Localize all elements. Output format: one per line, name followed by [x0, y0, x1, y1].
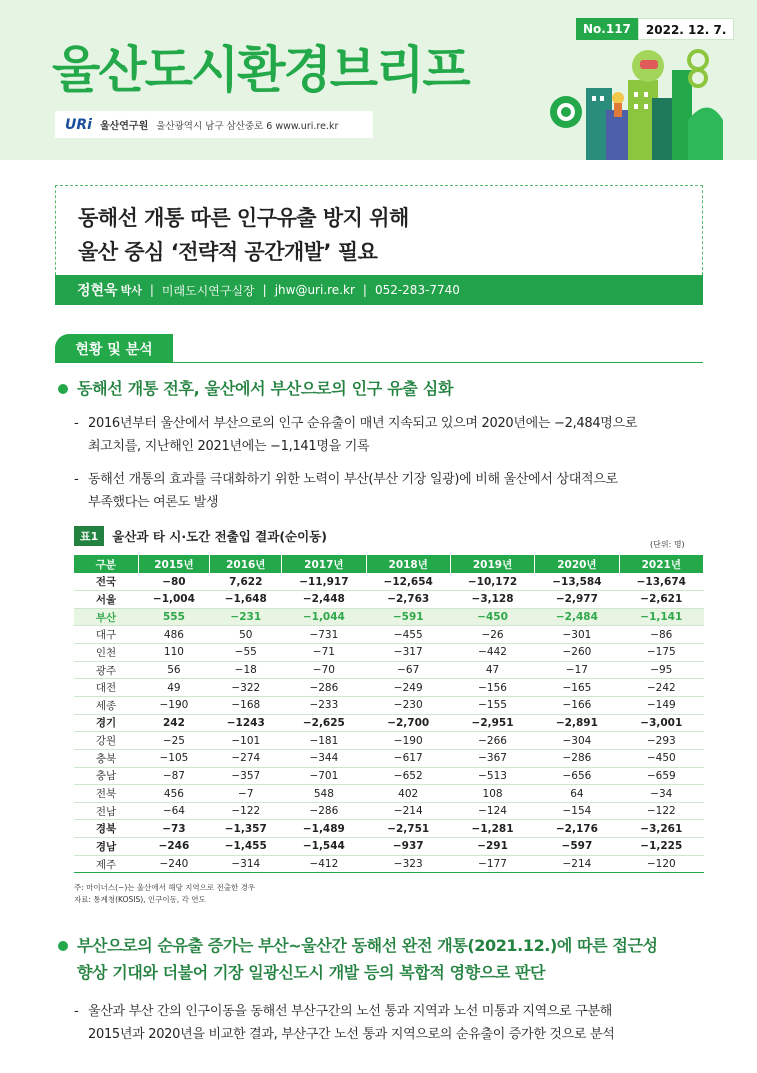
value-cell: −2,176 [535, 820, 619, 838]
value-cell: −1,225 [619, 838, 703, 856]
value-cell: −149 [619, 696, 703, 714]
value-cell: −412 [282, 855, 366, 873]
table-row [74, 573, 704, 591]
value-cell: −101 [210, 732, 282, 750]
value-cell: −154 [535, 802, 619, 820]
value-cell: −240 [138, 855, 210, 873]
value-cell: −3,261 [619, 820, 703, 838]
value-cell: −34 [619, 785, 703, 803]
author-title: 박사 [120, 284, 142, 297]
article-title-box [55, 185, 703, 275]
value-cell: −2,700 [366, 714, 450, 732]
table-title: 울산과 타 시·도간 전출입 결과(순이동) [112, 529, 327, 544]
table-note: 주: 마이너스(−)는 울산에서 해당 지역으로 전출한 경우 [74, 883, 256, 892]
value-cell: −317 [366, 644, 450, 662]
table-row [74, 591, 704, 609]
value-cell: −2,625 [282, 714, 366, 732]
value-cell: 456 [138, 785, 210, 803]
value-cell: −80 [138, 573, 210, 591]
region-cell: 세종 [74, 696, 138, 714]
value-cell: −64 [138, 802, 210, 820]
table-tag: 표1 [74, 526, 104, 546]
bullet-dot-icon [58, 384, 68, 394]
publication-title: 울산도시환경브리프 [52, 41, 469, 99]
value-cell: −304 [535, 732, 619, 750]
value-cell: −274 [210, 749, 282, 767]
author-bar: 정현욱 박사 | 미래도시연구실장 | jhw@uri.re.kr | 052-283-7740 [55, 275, 703, 305]
value-cell: −597 [535, 838, 619, 856]
table-row [74, 644, 704, 662]
section-label: 현황 및 분석 [55, 334, 173, 363]
value-cell: −231 [210, 608, 282, 626]
value-cell: −357 [210, 767, 282, 785]
org-info-bar [55, 111, 373, 138]
value-cell: −230 [366, 696, 450, 714]
region-cell: 강원 [74, 732, 138, 750]
value-cell: −2,891 [535, 714, 619, 732]
value-cell: −168 [210, 696, 282, 714]
issue-number: No.117 [576, 18, 638, 40]
table-caption [74, 526, 327, 546]
table-unit: (단위: 명) [650, 540, 685, 549]
table-row [74, 802, 704, 820]
region-cell: 충남 [74, 767, 138, 785]
uri-logo: URi [65, 116, 92, 133]
value-cell: −322 [210, 679, 282, 697]
value-cell: −95 [619, 661, 703, 679]
migration-table [74, 555, 704, 873]
value-cell: −323 [366, 855, 450, 873]
value-cell: −18 [210, 661, 282, 679]
value-cell: −301 [535, 626, 619, 644]
value-cell: −286 [535, 749, 619, 767]
city-environment-illustration-icon [548, 40, 728, 160]
value-cell: −1,455 [210, 838, 282, 856]
bullet-heading-2-line1: 부산으로의 순유출 증가는 부산~울산간 동해선 완전 개통(2021.12.)에 따른 접근성 [77, 936, 658, 955]
value-cell: −1,281 [450, 820, 534, 838]
table-source: 자료: 통계청(KOSIS), 인구이동, 각 연도 [74, 895, 206, 904]
value-cell: −1,544 [282, 838, 366, 856]
value-cell: −25 [138, 732, 210, 750]
value-cell: −214 [366, 802, 450, 820]
table-row [74, 661, 704, 679]
value-cell: −286 [282, 679, 366, 697]
value-cell: −731 [282, 626, 366, 644]
bullet-heading-1 [58, 375, 453, 402]
issue-badge [576, 18, 734, 40]
region-cell: 서울 [74, 591, 138, 609]
value-cell: −70 [282, 661, 366, 679]
header-banner [0, 0, 757, 160]
value-cell: −2,448 [282, 591, 366, 609]
value-cell: 50 [210, 626, 282, 644]
value-cell: 64 [535, 785, 619, 803]
col-header: 2018년 [366, 555, 450, 573]
table-row [74, 626, 704, 644]
table-row [74, 785, 704, 803]
author-dept: 미래도시연구실장 [161, 283, 255, 298]
value-cell: −1,357 [210, 820, 282, 838]
value-cell: −233 [282, 696, 366, 714]
value-cell: −156 [450, 679, 534, 697]
value-cell: −67 [366, 661, 450, 679]
value-cell: −214 [535, 855, 619, 873]
value-cell: −2,951 [450, 714, 534, 732]
value-cell: 47 [450, 661, 534, 679]
col-header: 2015년 [138, 555, 210, 573]
value-cell: −701 [282, 767, 366, 785]
value-cell: −55 [210, 644, 282, 662]
value-cell: −260 [535, 644, 619, 662]
table-row [74, 855, 704, 873]
table-row [74, 608, 704, 626]
value-cell: 110 [138, 644, 210, 662]
value-cell: −165 [535, 679, 619, 697]
region-cell: 대전 [74, 679, 138, 697]
value-cell: −175 [619, 644, 703, 662]
value-cell: −266 [450, 732, 534, 750]
value-cell: −455 [366, 626, 450, 644]
article-title-line1: 동해선 개통 따른 인구유출 방지 위해 [78, 206, 409, 230]
value-cell: −2,751 [366, 820, 450, 838]
author-email: jhw@uri.re.kr [274, 283, 355, 297]
value-cell: −7 [210, 785, 282, 803]
section-divider [55, 362, 703, 363]
value-cell: −659 [619, 767, 703, 785]
col-header: 2019년 [450, 555, 534, 573]
value-cell: −513 [450, 767, 534, 785]
value-cell: −73 [138, 820, 210, 838]
region-cell: 인천 [74, 644, 138, 662]
table-row [74, 696, 704, 714]
value-cell: −166 [535, 696, 619, 714]
value-cell: −17 [535, 661, 619, 679]
value-cell: −450 [619, 749, 703, 767]
value-cell: −656 [535, 767, 619, 785]
value-cell: −10,172 [450, 573, 534, 591]
table-row [74, 679, 704, 697]
value-cell: −3,001 [619, 714, 703, 732]
table-row [74, 714, 704, 732]
table-row [74, 820, 704, 838]
bullet-heading-2-line2: 향상 기대와 더불어 기장 일광신도시 개발 등의 복합적 영향으로 판단 [77, 963, 546, 982]
value-cell: −249 [366, 679, 450, 697]
value-cell: −450 [450, 608, 534, 626]
author-name: 정현욱 [77, 283, 118, 299]
value-cell: −124 [450, 802, 534, 820]
region-cell: 전국 [74, 573, 138, 591]
value-cell: −190 [138, 696, 210, 714]
paragraph-2: - 동해선 개통의 효과를 극대화하기 위한 노력이 부산(부산 기장 일광)에 비해 울산에서 상대적으로 부족했다는 여론도 발생 [74, 472, 618, 510]
value-cell: −71 [282, 644, 366, 662]
value-cell: −87 [138, 767, 210, 785]
region-cell: 경남 [74, 838, 138, 856]
value-cell: −591 [366, 608, 450, 626]
region-cell: 광주 [74, 661, 138, 679]
region-cell: 전남 [74, 802, 138, 820]
value-cell: −1,141 [619, 608, 703, 626]
paragraph-3: - 울산과 부산 간의 인구이동을 동해선 부산구간의 노선 통과 지역과 노선 미통과 지역으로 구분해 2015년과 2020년을 비교한 결과, 부산구간 노선 통과 지역으로의 순유출이 증가한 것으로 분석 [74, 1004, 615, 1042]
value-cell: −26 [450, 626, 534, 644]
col-header: 구분 [74, 555, 138, 573]
value-cell: −367 [450, 749, 534, 767]
table-row [74, 749, 704, 767]
value-cell: −122 [210, 802, 282, 820]
value-cell: −1,489 [282, 820, 366, 838]
col-header: 2017년 [282, 555, 366, 573]
value-cell: −120 [619, 855, 703, 873]
bullet-dot-icon [58, 941, 68, 951]
value-cell: −652 [366, 767, 450, 785]
region-cell: 대구 [74, 626, 138, 644]
table-header-row [74, 555, 704, 573]
table-row [74, 838, 704, 856]
value-cell: 486 [138, 626, 210, 644]
value-cell: 555 [138, 608, 210, 626]
value-cell: −293 [619, 732, 703, 750]
value-cell: 108 [450, 785, 534, 803]
value-cell: 7,622 [210, 573, 282, 591]
value-cell: −286 [282, 802, 366, 820]
value-cell: −937 [366, 838, 450, 856]
issue-date: 2022. 12. 7. [638, 18, 734, 40]
region-cell: 제주 [74, 855, 138, 873]
article-title-line2: 울산 중심 ‘전략적 공간개발’ 필요 [78, 240, 378, 264]
value-cell: 242 [138, 714, 210, 732]
value-cell: 56 [138, 661, 210, 679]
value-cell: −2,763 [366, 591, 450, 609]
region-cell: 부산 [74, 608, 138, 626]
paragraph-1: - 2016년부터 울산에서 부산으로의 인구 순유출이 매년 지속되고 있으며 2020년에는 −2,484명으로 최고치를, 지난해인 2021년에는 −1,141명을 기록 [74, 416, 638, 454]
value-cell: −1243 [210, 714, 282, 732]
col-header: 2021년 [619, 555, 703, 573]
value-cell: −12,654 [366, 573, 450, 591]
value-cell: −617 [366, 749, 450, 767]
value-cell: −2,977 [535, 591, 619, 609]
table-row [74, 732, 704, 750]
value-cell: −105 [138, 749, 210, 767]
value-cell: −181 [282, 732, 366, 750]
value-cell: −177 [450, 855, 534, 873]
org-name: 울산연구원 [99, 121, 149, 132]
value-cell: 402 [366, 785, 450, 803]
col-header: 2016년 [210, 555, 282, 573]
region-cell: 전북 [74, 785, 138, 803]
value-cell: −291 [450, 838, 534, 856]
value-cell: −2,621 [619, 591, 703, 609]
table-row [74, 767, 704, 785]
value-cell: −122 [619, 802, 703, 820]
col-header: 2020년 [535, 555, 619, 573]
value-cell: −1,004 [138, 591, 210, 609]
value-cell: −155 [450, 696, 534, 714]
value-cell: 49 [138, 679, 210, 697]
region-cell: 경기 [74, 714, 138, 732]
value-cell: 548 [282, 785, 366, 803]
value-cell: −314 [210, 855, 282, 873]
region-cell: 충북 [74, 749, 138, 767]
value-cell: −190 [366, 732, 450, 750]
value-cell: −3,128 [450, 591, 534, 609]
value-cell: −11,917 [282, 573, 366, 591]
value-cell: −242 [619, 679, 703, 697]
org-address: 울산광역시 남구 삼산중로 6 www.uri.re.kr [156, 120, 339, 132]
value-cell: −13,584 [535, 573, 619, 591]
value-cell: −86 [619, 626, 703, 644]
value-cell: −13,674 [619, 573, 703, 591]
author-phone: 052-283-7740 [374, 283, 460, 297]
value-cell: −344 [282, 749, 366, 767]
bullet-heading-2 [58, 932, 658, 986]
value-cell: −2,484 [535, 608, 619, 626]
value-cell: −246 [138, 838, 210, 856]
region-cell: 경북 [74, 820, 138, 838]
value-cell: −1,044 [282, 608, 366, 626]
value-cell: −1,648 [210, 591, 282, 609]
bullet-heading-1-text: 동해선 개통 전후, 울산에서 부산으로의 인구 유출 심화 [77, 379, 454, 398]
value-cell: −442 [450, 644, 534, 662]
